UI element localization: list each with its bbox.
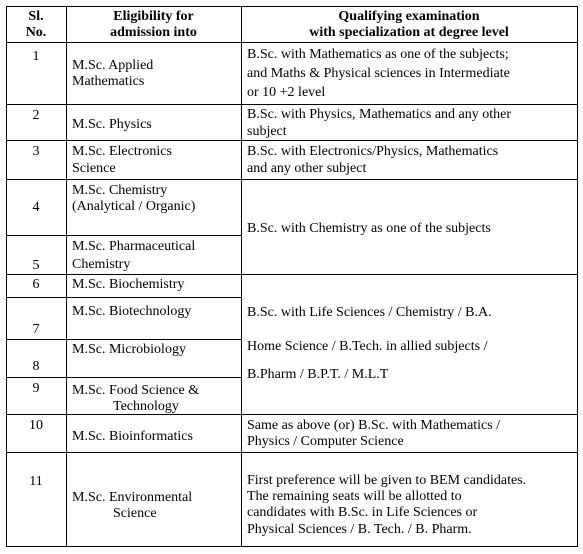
qual-1-line3: or 10 +2 level: [247, 85, 326, 100]
row-5-course-line1: M.Sc. Pharmaceutical: [72, 239, 196, 254]
row-5-course-line2: Chemistry: [72, 257, 131, 272]
qual-11-line1: First preference will be given to BEM candidates.: [247, 473, 527, 488]
row-10-sl: 10: [29, 418, 43, 433]
qual-4-5-line1: B.Sc. with Chemistry as one of the subjects: [247, 221, 491, 236]
row-9-course-line2: Technology: [113, 399, 179, 414]
row-6-course-line1: M.Sc. Biochemistry: [72, 277, 185, 292]
row-4-course-line2: (Analytical / Organic): [72, 199, 196, 214]
header-eligibility-line2: admission into: [110, 25, 197, 40]
qual-6-9-line3: B.Pharm / B.P.T. / M.L.T: [247, 367, 389, 382]
row-7-course-line1: M.Sc. Biotechnology: [72, 304, 192, 319]
row-separator: [6, 274, 578, 275]
row-separator-partial: [6, 297, 242, 298]
row-4-course-line1: M.Sc. Chemistry: [72, 183, 168, 198]
table-border-right: [577, 6, 578, 547]
qual-2-line1: B.Sc. with Physics, Mathematics and any other: [247, 107, 512, 122]
row-11-sl: 11: [29, 474, 43, 489]
qual-1-line2: and Maths & Physical sciences in Intermediate: [247, 66, 510, 81]
qual-2-line2: subject: [247, 124, 287, 139]
row-4-sl: 4: [32, 200, 40, 215]
header-qualifying-line1: Qualifying examination: [338, 9, 480, 24]
qual-6-9-line2: Home Science / B.Tech. in allied subjects /: [247, 339, 488, 354]
row-5-sl: 5: [32, 258, 40, 273]
qual-10-line1: Same as above (or) B.Sc. with Mathematics /: [247, 418, 501, 433]
row-9-course-line1: M.Sc. Food Science &: [72, 383, 200, 398]
header-sl-line1: Sl.: [28, 9, 44, 24]
qual-6-9-line1: B.Sc. with Life Sciences / Chemistry / B.A.: [247, 305, 492, 320]
row-11-course-line1: M.Sc. Environmental: [72, 490, 193, 505]
row-9-sl: 9: [32, 381, 40, 396]
header-qualifying-line2: with specialization at degree level: [309, 25, 509, 40]
header-eligibility-line1: Eligibility for: [113, 9, 194, 24]
qual-1-line1: B.Sc. with Mathematics as one of the subjects;: [247, 47, 509, 62]
row-separator-partial: [6, 235, 242, 236]
row-separator-partial: [6, 339, 242, 340]
row-3-course-line2: Science: [72, 161, 116, 176]
eligibility-table: [6, 6, 578, 547]
row-separator: [6, 140, 578, 141]
row-2-course-line1: M.Sc. Physics: [72, 117, 152, 132]
qual-3-line1: B.Sc. with Electronics/Physics, Mathematics: [247, 144, 499, 159]
qual-11-line3: candidates with B.Sc. in Life Sciences or: [247, 505, 478, 520]
row-8-sl: 8: [32, 359, 40, 374]
row-6-sl: 6: [32, 277, 40, 292]
row-2-sl: 2: [32, 108, 40, 123]
table-border-top: [6, 6, 578, 7]
column-divider-2: [241, 6, 242, 547]
row-10-course-line1: M.Sc. Bioinformatics: [72, 429, 193, 444]
row-1-sl: 1: [32, 49, 40, 64]
row-11-course-line2: Science: [113, 506, 157, 521]
row-separator: [6, 179, 578, 180]
row-separator: [6, 42, 578, 43]
qual-11-line2: The remaining seats will be allotted to: [247, 489, 462, 504]
row-3-sl: 3: [32, 144, 40, 159]
qual-11-line4: Physical Sciences / B. Tech. / B. Pharm.: [247, 522, 472, 537]
row-3-course-line1: M.Sc. Electronics: [72, 144, 172, 159]
qual-3-line2: and any other subject: [247, 161, 367, 176]
row-8-course-line1: M.Sc. Microbiology: [72, 342, 186, 357]
row-separator: [6, 452, 578, 453]
table-border-bottom: [6, 546, 578, 547]
qual-10-line2: Physics / Computer Science: [247, 434, 404, 449]
row-7-sl: 7: [32, 322, 40, 337]
column-divider-1: [66, 6, 67, 547]
row-separator: [6, 104, 578, 105]
row-separator-partial: [6, 377, 242, 378]
row-1-course-line2: Mathematics: [72, 74, 145, 89]
row-separator: [6, 414, 578, 415]
header-sl-line2: No.: [25, 25, 47, 40]
row-1-course-line1: M.Sc. Applied: [72, 58, 154, 73]
